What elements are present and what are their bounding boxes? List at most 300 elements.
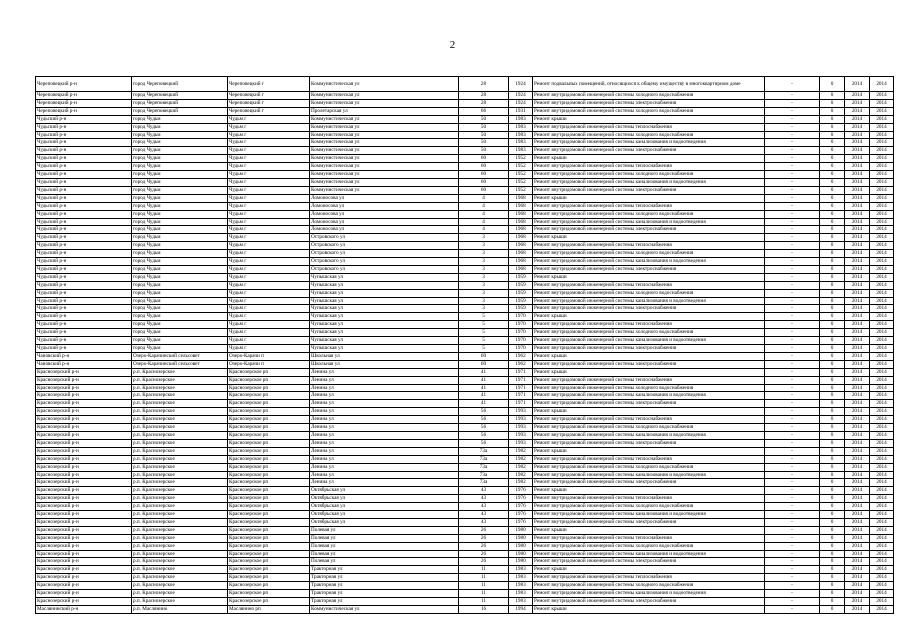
start-year-cell: 2014 xyxy=(845,558,870,566)
build-year-cell: 1968 xyxy=(509,194,533,202)
dash-cell: - xyxy=(765,123,820,131)
dash-cell: - xyxy=(765,439,820,447)
dash-cell: - xyxy=(765,392,820,400)
end-year-cell: 2014 xyxy=(870,250,894,258)
dash-cell: - xyxy=(765,234,820,242)
end-year-cell: 2014 xyxy=(870,511,894,519)
build-year-cell: 1993 xyxy=(509,431,533,439)
start-year-cell: 2014 xyxy=(845,400,870,408)
street-cell: Коммунистическая ул xyxy=(310,115,459,123)
municipality-cell: город Череповецкий xyxy=(132,92,228,100)
district-cell: Чудьский р-н xyxy=(36,202,132,210)
house-number-cell: 50 xyxy=(459,147,509,155)
build-year-cell: 1959 xyxy=(509,281,533,289)
start-year-cell: 2014 xyxy=(845,439,870,447)
start-year-cell: 2014 xyxy=(845,99,870,107)
table-row xyxy=(36,202,894,210)
dash-cell: - xyxy=(765,337,820,345)
dash-cell: - xyxy=(765,139,820,147)
work-type-cell: Ремонт внутридомовой инженерной системы теплоснабжения xyxy=(533,495,765,503)
street-cell: Ленина ул xyxy=(310,463,459,471)
build-year-cell: 1980 xyxy=(509,542,533,550)
start-year-cell: 2014 xyxy=(845,265,870,273)
cost-cell: 0 xyxy=(820,598,845,606)
work-type-cell: Ремонт внутридомовой инженерной системы канализования и водоотведения xyxy=(533,297,765,305)
table-row xyxy=(36,574,894,582)
house-number-cell: 26 xyxy=(459,526,509,534)
start-year-cell: 2014 xyxy=(845,313,870,321)
dash-cell: - xyxy=(765,345,820,353)
municipality-cell: р.п. Краснозерское xyxy=(132,408,228,416)
house-number-cell: 41 xyxy=(459,384,509,392)
cost-cell: 0 xyxy=(820,131,845,139)
locality-cell: Краснозерское рп xyxy=(228,590,310,598)
district-cell: Краснозерский р-н xyxy=(36,439,132,447)
cost-cell: 0 xyxy=(820,123,845,131)
street-cell: Ленина ул xyxy=(310,376,459,384)
locality-cell: Чудьм г xyxy=(228,210,310,218)
house-number-cell: 60 xyxy=(459,352,509,360)
district-cell: Чудьский р-н xyxy=(36,163,132,171)
start-year-cell: 2014 xyxy=(845,352,870,360)
dash-cell: - xyxy=(765,518,820,526)
street-cell: Ленина ул xyxy=(310,368,459,376)
municipality-cell: город Чудьм xyxy=(132,242,228,250)
locality-cell: Чудьм г xyxy=(228,281,310,289)
start-year-cell: 2014 xyxy=(845,258,870,266)
work-type-cell: Ремонт внутридомовой инженерной системы электроснабжения xyxy=(533,439,765,447)
build-year-cell: 1976 xyxy=(509,495,533,503)
start-year-cell: 2014 xyxy=(845,123,870,131)
locality-cell: Чудьм г xyxy=(228,337,310,345)
house-number-cell: 41 xyxy=(459,376,509,384)
house-number-cell: 3 xyxy=(459,265,509,273)
build-year-cell: 1993 xyxy=(509,408,533,416)
cost-cell: 0 xyxy=(820,511,845,519)
street-cell: Ленина ул xyxy=(310,455,459,463)
district-cell: Чудьский р-н xyxy=(36,171,132,179)
locality-cell: Краснозерское рп xyxy=(228,503,310,511)
district-cell: Чудьский р-н xyxy=(36,139,132,147)
dash-cell: - xyxy=(765,558,820,566)
street-cell: Ленина ул xyxy=(310,416,459,424)
locality-cell: Краснозерское рп xyxy=(228,598,310,606)
table-row xyxy=(36,566,894,574)
house-number-cell: 5 xyxy=(459,321,509,329)
house-number-cell: 73а xyxy=(459,455,509,463)
street-cell: Ленина ул xyxy=(310,408,459,416)
cost-cell: 0 xyxy=(820,605,845,613)
build-year-cell: 1980 xyxy=(509,526,533,534)
house-number-cell: 60 xyxy=(459,163,509,171)
street-cell: Ленина ул xyxy=(310,447,459,455)
work-type-cell: Ремонт крыши xyxy=(533,313,765,321)
house-number-cell: 50 xyxy=(459,139,509,147)
end-year-cell: 2014 xyxy=(870,518,894,526)
table-row xyxy=(36,352,894,360)
district-cell: Чудьский р-н xyxy=(36,321,132,329)
cost-cell: 0 xyxy=(820,329,845,337)
street-cell: Тракторная ул xyxy=(310,574,459,582)
build-year-cell: 1976 xyxy=(509,487,533,495)
district-cell: Краснозерский р-н xyxy=(36,526,132,534)
end-year-cell: 2014 xyxy=(870,495,894,503)
dash-cell: - xyxy=(765,408,820,416)
cost-cell: 0 xyxy=(820,566,845,574)
house-number-cell: 41 xyxy=(459,368,509,376)
district-cell: Чудьский р-н xyxy=(36,178,132,186)
house-number-cell: 41 xyxy=(459,400,509,408)
municipality-cell: город Чудьм xyxy=(132,234,228,242)
end-year-cell: 2014 xyxy=(870,194,894,202)
locality-cell: Череповецкий г xyxy=(228,92,310,100)
cost-cell: 0 xyxy=(820,487,845,495)
table-row xyxy=(36,463,894,471)
work-type-cell: Ремонт внутридомовой инженерной системы холодного водоснабжения xyxy=(533,463,765,471)
cost-cell: 0 xyxy=(820,250,845,258)
work-type-cell: Ремонт внутридомовой инженерной системы холодного водоснабжения xyxy=(533,424,765,432)
locality-cell: Краснозерское рп xyxy=(228,376,310,384)
cost-cell: 0 xyxy=(820,392,845,400)
locality-cell: Краснозерское рп xyxy=(228,416,310,424)
district-cell: Чудьский р-н xyxy=(36,345,132,353)
house-number-cell: 28 xyxy=(459,77,509,92)
end-year-cell: 2014 xyxy=(870,376,894,384)
municipality-cell: р.п. Краснозерское xyxy=(132,455,228,463)
build-year-cell: 1980 xyxy=(509,558,533,566)
end-year-cell: 2014 xyxy=(870,202,894,210)
municipality-cell: город Чудьм xyxy=(132,218,228,226)
house-number-cell: 3 xyxy=(459,281,509,289)
table-row xyxy=(36,542,894,550)
district-cell: Краснозерский р-н xyxy=(36,400,132,408)
start-year-cell: 2014 xyxy=(845,495,870,503)
house-number-cell: 4 xyxy=(459,194,509,202)
district-cell: Краснозерский р-н xyxy=(36,582,132,590)
cost-cell: 0 xyxy=(820,526,845,534)
street-cell: Ломоносова ул xyxy=(310,202,459,210)
work-type-cell: Ремонт крыши xyxy=(533,566,765,574)
municipality-cell: город Чудьм xyxy=(132,186,228,194)
build-year-cell: 1983 xyxy=(509,123,533,131)
locality-cell: Чудьм г xyxy=(228,194,310,202)
start-year-cell: 2014 xyxy=(845,186,870,194)
locality-cell: Краснозерское рп xyxy=(228,384,310,392)
start-year-cell: 2014 xyxy=(845,526,870,534)
work-type-cell: Ремонт внутридомовой инженерной системы канализования и водоотведения xyxy=(533,139,765,147)
municipality-cell: р.п. Краснозерское xyxy=(132,566,228,574)
build-year-cell: 1982 xyxy=(509,471,533,479)
cost-cell: 0 xyxy=(820,234,845,242)
start-year-cell: 2014 xyxy=(845,360,870,368)
street-cell: Чупышская ул xyxy=(310,273,459,281)
work-type-cell: Ремонт внутридомовой инженерной системы теплоснабжения xyxy=(533,163,765,171)
district-cell: Краснозерский р-н xyxy=(36,487,132,495)
work-type-cell: Ремонт крыши xyxy=(533,155,765,163)
locality-cell: Краснозерское рп xyxy=(228,471,310,479)
work-type-cell: Ремонт внутридомовой инженерной системы холодного водоснабжения xyxy=(533,384,765,392)
start-year-cell: 2014 xyxy=(845,329,870,337)
build-year-cell: 1924 xyxy=(509,77,533,92)
build-year-cell: 1968 xyxy=(509,265,533,273)
dash-cell: - xyxy=(765,115,820,123)
street-cell: Чупышская ул xyxy=(310,345,459,353)
house-number-cell: 26 xyxy=(459,558,509,566)
build-year-cell: 1976 xyxy=(509,503,533,511)
dash-cell: - xyxy=(765,131,820,139)
build-year-cell: 1959 xyxy=(509,305,533,313)
cost-cell: 0 xyxy=(820,463,845,471)
cost-cell: 0 xyxy=(820,226,845,234)
house-number-cell: 4 xyxy=(459,210,509,218)
municipality-cell: город Череповецкий xyxy=(132,99,228,107)
cost-cell: 0 xyxy=(820,171,845,179)
cost-cell: 0 xyxy=(820,447,845,455)
locality-cell: Краснозерское рп xyxy=(228,550,310,558)
work-type-cell: Ремонт внутридомовой инженерной системы холодного водоснабжения xyxy=(533,107,765,115)
start-year-cell: 2014 xyxy=(845,345,870,353)
locality-cell: Краснозерское рп xyxy=(228,463,310,471)
cost-cell: 0 xyxy=(820,431,845,439)
start-year-cell: 2014 xyxy=(845,455,870,463)
work-type-cell: Ремонт крыши xyxy=(533,368,765,376)
district-cell: Чудьский р-н xyxy=(36,258,132,266)
end-year-cell: 2014 xyxy=(870,210,894,218)
table-row xyxy=(36,107,894,115)
build-year-cell: 1968 xyxy=(509,218,533,226)
dash-cell: - xyxy=(765,155,820,163)
locality-cell: Чудьм г xyxy=(228,265,310,273)
municipality-cell: город Чудьм xyxy=(132,139,228,147)
district-cell: Краснозерский р-н xyxy=(36,503,132,511)
end-year-cell: 2014 xyxy=(870,352,894,360)
locality-cell: Краснозерское рп xyxy=(228,542,310,550)
street-cell: Чупышская ул xyxy=(310,297,459,305)
table-row xyxy=(36,384,894,392)
municipality-cell: город Чудьм xyxy=(132,178,228,186)
dash-cell: - xyxy=(765,258,820,266)
locality-cell: Чудьм г xyxy=(228,258,310,266)
dash-cell: - xyxy=(765,178,820,186)
district-cell: Чудьский р-н xyxy=(36,131,132,139)
street-cell: Октябрьская ул xyxy=(310,511,459,519)
end-year-cell: 2014 xyxy=(870,598,894,606)
street-cell: Коммунистическая ул xyxy=(310,139,459,147)
build-year-cell: 1924 xyxy=(509,92,533,100)
build-year-cell: 1970 xyxy=(509,321,533,329)
end-year-cell: 2014 xyxy=(870,178,894,186)
dash-cell: - xyxy=(765,265,820,273)
start-year-cell: 2014 xyxy=(845,337,870,345)
dash-cell: - xyxy=(765,99,820,107)
dash-cell: - xyxy=(765,526,820,534)
district-cell: Краснозерский р-н xyxy=(36,424,132,432)
start-year-cell: 2014 xyxy=(845,503,870,511)
end-year-cell: 2014 xyxy=(870,265,894,273)
municipality-cell: р.п. Краснозерское xyxy=(132,511,228,519)
end-year-cell: 2014 xyxy=(870,384,894,392)
work-type-cell: Ремонт внутридомовой инженерной системы холодного водоснабжения xyxy=(533,210,765,218)
dash-cell: - xyxy=(765,463,820,471)
locality-cell: Краснозерское рп xyxy=(228,455,310,463)
work-type-cell: Ремонт внутридомовой инженерной системы электроснабжения xyxy=(533,99,765,107)
work-type-cell: Ремонт внутридомовой инженерной системы теплоснабжения xyxy=(533,416,765,424)
locality-cell: Чудьм г xyxy=(228,234,310,242)
cost-cell: 0 xyxy=(820,297,845,305)
work-type-cell: Ремонт крыши xyxy=(533,115,765,123)
municipality-cell: р.п. Краснозерское xyxy=(132,424,228,432)
table-row xyxy=(36,526,894,534)
locality-cell: Чудьм г xyxy=(228,297,310,305)
table-row xyxy=(36,582,894,590)
house-number-cell: 3 xyxy=(459,289,509,297)
work-type-cell: Ремонт крыши xyxy=(533,605,765,613)
municipality-cell: р.п. Маслянино xyxy=(132,605,228,613)
cost-cell: 0 xyxy=(820,92,845,100)
municipality-cell: р.п. Краснозерское xyxy=(132,495,228,503)
start-year-cell: 2014 xyxy=(845,582,870,590)
work-type-cell: Ремонт крыши xyxy=(533,352,765,360)
build-year-cell: 1993 xyxy=(509,439,533,447)
cost-cell: 0 xyxy=(820,424,845,432)
street-cell: Тракторная ул xyxy=(310,566,459,574)
start-year-cell: 2014 xyxy=(845,368,870,376)
page-number: 2 xyxy=(449,39,456,51)
house-number-cell: 16 xyxy=(459,605,509,613)
cost-cell: 0 xyxy=(820,471,845,479)
district-cell: Чудьский р-н xyxy=(36,329,132,337)
dash-cell: - xyxy=(765,400,820,408)
build-year-cell: 1959 xyxy=(509,273,533,281)
municipality-cell: р.п. Краснозерское xyxy=(132,384,228,392)
start-year-cell: 2014 xyxy=(845,518,870,526)
end-year-cell: 2014 xyxy=(870,258,894,266)
street-cell: Ломоносова ул xyxy=(310,226,459,234)
municipality-cell: р.п. Краснозерское xyxy=(132,582,228,590)
house-number-cell: 56 xyxy=(459,408,509,416)
start-year-cell: 2014 xyxy=(845,250,870,258)
cost-cell: 0 xyxy=(820,495,845,503)
work-type-cell: Ремонт внутридомовой инженерной системы электроснабжения xyxy=(533,186,765,194)
dash-cell: - xyxy=(765,376,820,384)
dash-cell: - xyxy=(765,447,820,455)
end-year-cell: 2014 xyxy=(870,455,894,463)
start-year-cell: 2014 xyxy=(845,163,870,171)
house-number-cell: 3 xyxy=(459,242,509,250)
locality-cell: Краснозерское рп xyxy=(228,518,310,526)
cost-cell: 0 xyxy=(820,115,845,123)
street-cell: Ленина ул xyxy=(310,400,459,408)
work-type-cell: Ремонт крыши xyxy=(533,526,765,534)
district-cell: Чудьский р-н xyxy=(36,313,132,321)
locality-cell: Краснозерское рп xyxy=(228,558,310,566)
capital-repair-table xyxy=(35,76,894,614)
cost-cell: 0 xyxy=(820,178,845,186)
house-number-cell: 56 xyxy=(459,424,509,432)
build-year-cell: 1968 xyxy=(509,250,533,258)
build-year-cell: 1971 xyxy=(509,368,533,376)
locality-cell: Чудьм г xyxy=(228,289,310,297)
district-cell: Чудьский р-н xyxy=(36,210,132,218)
start-year-cell: 2014 xyxy=(845,202,870,210)
district-cell: Краснозерский р-н xyxy=(36,455,132,463)
start-year-cell: 2014 xyxy=(845,605,870,613)
district-cell: Череповецкий р-н xyxy=(36,99,132,107)
district-cell: Чудьский р-н xyxy=(36,115,132,123)
street-cell: Коммунистическая ул xyxy=(310,605,459,613)
district-cell: Краснозерский р-н xyxy=(36,463,132,471)
locality-cell: Краснозерское рп xyxy=(228,479,310,487)
work-type-cell: Ремонт внутридомовой инженерной системы канализования и водоотведения xyxy=(533,218,765,226)
end-year-cell: 2014 xyxy=(870,329,894,337)
street-cell: Коммунистическая ул xyxy=(310,131,459,139)
district-cell: Краснозерский р-н xyxy=(36,518,132,526)
dash-cell: - xyxy=(765,273,820,281)
work-type-cell: Ремонт внутридомовой инженерной системы электроснабжения xyxy=(533,265,765,273)
start-year-cell: 2014 xyxy=(845,242,870,250)
table-row xyxy=(36,416,894,424)
district-cell: Чудьский р-н xyxy=(36,123,132,131)
start-year-cell: 2014 xyxy=(845,479,870,487)
start-year-cell: 2014 xyxy=(845,115,870,123)
house-number-cell: 26 xyxy=(459,542,509,550)
municipality-cell: город Чудьм xyxy=(132,265,228,273)
district-cell: Череповецкий р-н xyxy=(36,92,132,100)
table-row xyxy=(36,147,894,155)
house-number-cell: 66 xyxy=(459,107,509,115)
work-type-cell: Ремонт внутридомовой инженерной системы теплоснабжения xyxy=(533,123,765,131)
table-row xyxy=(36,178,894,186)
end-year-cell: 2014 xyxy=(870,186,894,194)
table-row xyxy=(36,313,894,321)
district-cell: Чудьский р-н xyxy=(36,218,132,226)
dash-cell: - xyxy=(765,590,820,598)
end-year-cell: 2014 xyxy=(870,242,894,250)
start-year-cell: 2014 xyxy=(845,534,870,542)
municipality-cell: город Чудьм xyxy=(132,171,228,179)
build-year-cell: 1983 xyxy=(509,574,533,582)
table-row xyxy=(36,345,894,353)
house-number-cell: 3 xyxy=(459,297,509,305)
house-number-cell: 60 xyxy=(459,360,509,368)
start-year-cell: 2014 xyxy=(845,297,870,305)
start-year-cell: 2014 xyxy=(845,598,870,606)
end-year-cell: 2014 xyxy=(870,463,894,471)
municipality-cell: город Чудьм xyxy=(132,313,228,321)
municipality-cell: р.п. Краснозерское xyxy=(132,542,228,550)
work-type-cell: Ремонт крыши xyxy=(533,447,765,455)
house-number-cell: 26 xyxy=(459,534,509,542)
house-number-cell: 50 xyxy=(459,131,509,139)
table-row xyxy=(36,392,894,400)
municipality-cell: город Чудьм xyxy=(132,115,228,123)
dash-cell: - xyxy=(765,202,820,210)
dash-cell: - xyxy=(765,297,820,305)
work-type-cell: Ремонт внутридомовой инженерной системы канализования и водоотведения xyxy=(533,178,765,186)
street-cell: Тракторная ул xyxy=(310,590,459,598)
work-type-cell: Ремонт внутридомовой инженерной системы холодного водоснабжения xyxy=(533,542,765,550)
cost-cell: 0 xyxy=(820,384,845,392)
district-cell: Краснозерский р-н xyxy=(36,431,132,439)
work-type-cell: Ремонт крыши xyxy=(533,273,765,281)
build-year-cell: 1968 xyxy=(509,258,533,266)
build-year-cell: 1952 xyxy=(509,155,533,163)
start-year-cell: 2014 xyxy=(845,194,870,202)
dash-cell: - xyxy=(765,479,820,487)
municipality-cell: город Череповецкий xyxy=(132,107,228,115)
municipality-cell: р.п. Краснозерское xyxy=(132,416,228,424)
municipality-cell: город Чудьм xyxy=(132,297,228,305)
